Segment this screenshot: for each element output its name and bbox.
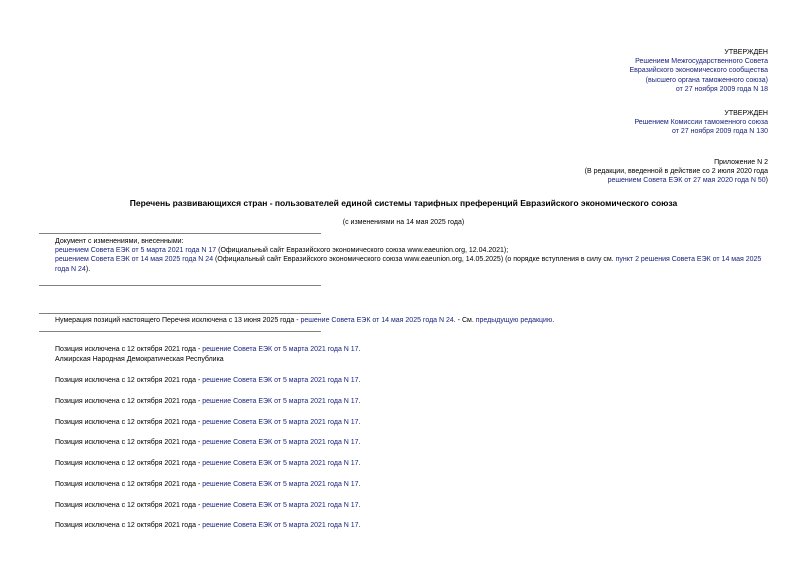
numbering-text: Нумерация позиций настоящего Перечня исключена с 13 июня 2025 года -	[55, 317, 301, 324]
excluded-text: Позиция исключена с 12 октября 2021 года -	[55, 460, 203, 467]
changes-item-2	[39, 255, 771, 273]
appendix-block	[585, 158, 768, 186]
excluded-text: Позиция исключена с 12 октября 2021 года -	[55, 419, 203, 426]
excluded-end: .	[358, 398, 361, 405]
excluded-end: .	[358, 439, 361, 446]
excluded-text: Позиция исключена с 12 октября 2021 года -	[55, 481, 203, 488]
document-subtitle: (с изменениями на 14 мая 2025 года)	[342, 219, 465, 226]
excluded-position	[55, 439, 361, 446]
excluded-text: Позиция исключена с 12 октября 2021 года -	[55, 377, 203, 384]
approval-link-line[interactable]: от 27 ноября 2009 года N 130	[672, 128, 768, 136]
numbering-note	[55, 317, 554, 324]
previous-edition-link[interactable]: предыдущую редакцию	[475, 317, 553, 324]
appendix-edition-close: )	[765, 177, 768, 185]
approval-link-line[interactable]: Решением Комиссии таможенного союза	[634, 119, 768, 127]
approval-link-line[interactable]: от 27 ноября 2009 года N 18	[675, 85, 768, 93]
excluded-end: .	[358, 460, 361, 467]
excluded-position	[55, 481, 361, 488]
excluded-link[interactable]: решение Совета ЕЭК от 5 марта 2021 года N 17	[202, 481, 359, 488]
excluded-position	[55, 502, 361, 509]
appendix-edition-link[interactable]: решением Совета ЕЭК от 27 мая 2020 года N 50	[607, 177, 766, 185]
change-link[interactable]: пункт 2 решения Совета ЕЭК от 14 мая 2025 года N 24	[55, 256, 762, 273]
approval-heading: УТВЕРЖДЕН	[724, 110, 768, 117]
numbering-mid: . - См.	[453, 317, 476, 324]
divider	[39, 285, 321, 286]
numbering-link[interactable]: решение Совета ЕЭК от 14 мая 2025 года N 24	[300, 317, 454, 324]
changes-block	[39, 237, 771, 274]
excluded-text: Позиция исключена с 12 октября 2021 года -	[55, 502, 203, 509]
divider	[39, 331, 321, 332]
change-link[interactable]: решением Совета ЕЭК от 5 марта 2021 года N 17	[55, 247, 217, 255]
change-text: (Официальный сайт Евразийского экономического союза www.eaeunion.org, 14.05.2025) (о порядке вступления в силу см.	[213, 256, 616, 264]
excluded-link[interactable]: решение Совета ЕЭК от 5 марта 2021 года N 17	[202, 377, 359, 384]
excluded-text: Позиция исключена с 12 октября 2021 года -	[55, 346, 203, 353]
appendix-label: Приложение N 2	[714, 159, 768, 166]
excluded-position	[55, 419, 361, 426]
change-text-end: ).	[85, 265, 91, 273]
excluded-link[interactable]: решение Совета ЕЭК от 5 марта 2021 года N 17	[202, 346, 359, 353]
change-link[interactable]: решением Совета ЕЭК от 14 мая 2025 года N 24	[55, 256, 214, 264]
excluded-position	[55, 346, 361, 353]
approval-block-2	[634, 109, 768, 137]
excluded-end: .	[358, 522, 361, 529]
approval-block-1	[630, 48, 768, 94]
excluded-text: Позиция исключена с 12 октября 2021 года -	[55, 439, 203, 446]
excluded-end: .	[358, 377, 361, 384]
excluded-position	[55, 522, 361, 529]
approval-link-line[interactable]: Решением Межгосударственного Совета	[635, 58, 768, 66]
excluded-link[interactable]: решение Совета ЕЭК от 5 марта 2021 года N 17	[202, 419, 359, 426]
appendix-edition-line	[585, 176, 768, 185]
excluded-end: .	[358, 502, 361, 509]
changes-intro: Документ с изменениями, внесенными:	[55, 238, 184, 245]
excluded-link[interactable]: решение Совета ЕЭК от 5 марта 2021 года N 17	[202, 439, 359, 446]
divider	[39, 233, 321, 234]
approval-link-line[interactable]: Евразийского экономического сообщества	[629, 67, 768, 75]
excluded-text: Позиция исключена с 12 октября 2021 года -	[55, 522, 203, 529]
excluded-text: Позиция исключена с 12 октября 2021 года -	[55, 398, 203, 405]
country-name: Алжирская Народная Демократическая Республика	[55, 356, 224, 363]
approval-link-line[interactable]: (высшего органа таможенного союза)	[645, 76, 768, 84]
approval-heading: УТВЕРЖДЕН	[724, 49, 768, 56]
excluded-end: .	[358, 481, 361, 488]
excluded-position	[55, 398, 361, 405]
appendix-edition: (В редакции, введенной в действие со 2 июля 2020 года	[584, 168, 768, 176]
excluded-end: .	[358, 346, 361, 353]
change-text: (Официальный сайт Евразийского экономического союза www.eaeunion.org, 12.04.2021);	[216, 247, 509, 255]
document-title: Перечень развивающихся стран - пользователей единой системы тарифных преференций Евразийского экономического союза	[129, 198, 678, 208]
excluded-link[interactable]: решение Совета ЕЭК от 5 марта 2021 года N 17	[202, 460, 359, 467]
changes-item-1	[39, 246, 771, 255]
excluded-link[interactable]: решение Совета ЕЭК от 5 марта 2021 года N 17	[202, 502, 359, 509]
excluded-position	[55, 460, 361, 467]
excluded-link[interactable]: решение Совета ЕЭК от 5 марта 2021 года N 17	[202, 522, 359, 529]
divider	[39, 313, 321, 314]
excluded-link[interactable]: решение Совета ЕЭК от 5 марта 2021 года N 17	[202, 398, 359, 405]
numbering-end: .	[552, 317, 555, 324]
excluded-end: .	[358, 419, 361, 426]
excluded-position	[55, 377, 361, 384]
